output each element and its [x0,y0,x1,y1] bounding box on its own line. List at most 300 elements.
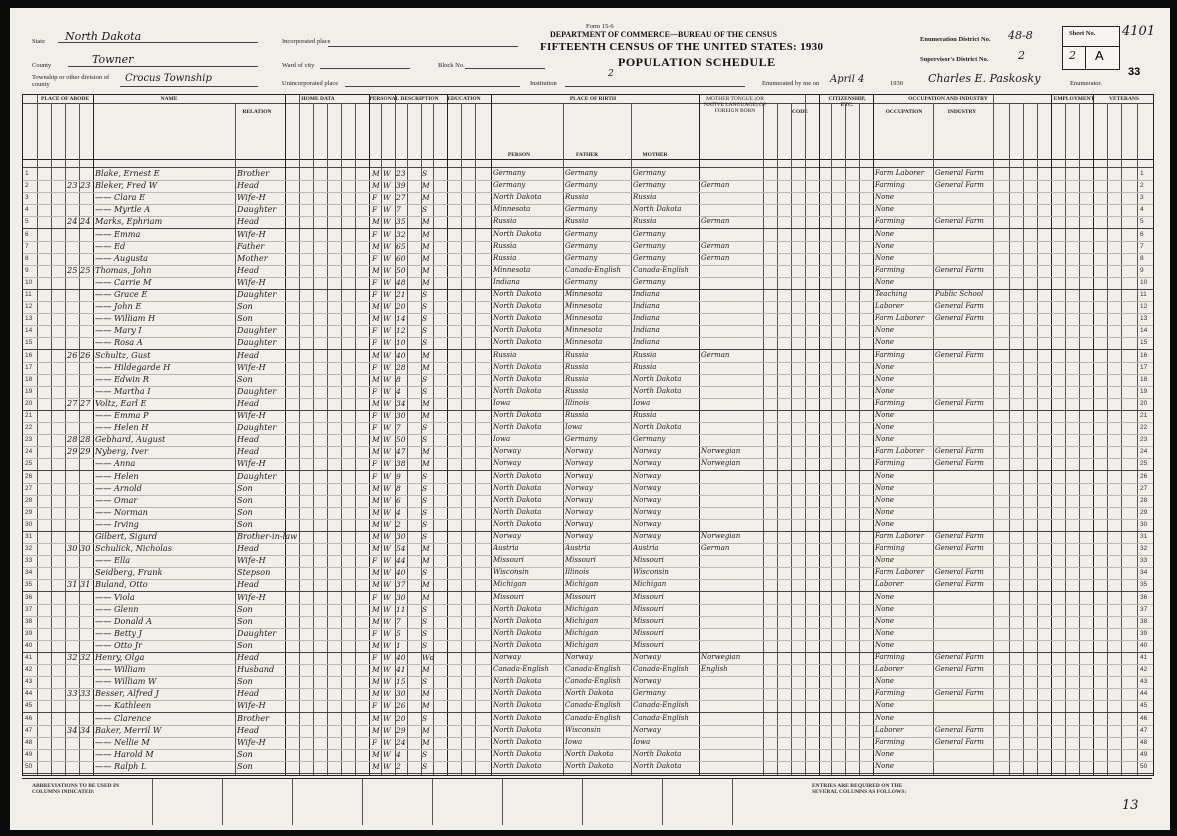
line-number: 24 [25,448,33,456]
cell-race: W [383,737,391,747]
cell-race: W [383,483,391,493]
cell-name: —— Norman [95,506,148,517]
cell-age: 5 [396,628,401,638]
cell-dw [67,483,79,494]
line-number: 36 [25,593,33,601]
table-row [23,337,1153,348]
cell-occ: None [875,471,894,480]
line-number-right: 40 [1140,641,1148,649]
cell-name: —— Helen H [95,422,149,433]
cell-rel: Daughter [237,422,277,433]
line-number-right: 36 [1140,593,1148,601]
county-value: Towner [92,53,134,66]
cell-tongue [701,410,763,421]
cell-father: Norway [565,532,593,540]
cell-age: 35 [396,217,406,227]
line-number: 32 [25,545,33,553]
township-value: Crocus Township [125,73,212,84]
table-row [23,265,1153,276]
cell-ind [935,374,993,385]
line-number: 38 [25,617,33,625]
cell-mother: Russia [633,217,657,226]
cell-sex: M [372,604,380,614]
line-number: 45 [25,702,33,710]
cell-birth: Russia [493,350,517,359]
cell-age: 41 [396,665,406,675]
cell-ind [935,700,993,711]
cell-fam: 28 [80,434,91,445]
cell-ind: General Farm [935,447,984,456]
line-number: 34 [25,569,33,577]
cell-mar: M [422,592,430,602]
cell-mother: North Dakota [633,761,682,770]
cell-father: Norway [565,495,593,504]
cell-fam [80,301,92,312]
cell-name: Thomas, John [95,264,152,275]
father-head: FATHER [575,152,599,158]
cell-fam [80,664,92,675]
cell-birth: North Dakota [493,519,542,528]
line-number: 22 [25,424,33,432]
cell-birth: Minnesota [493,205,531,214]
census-title: FIFTEENTH CENSUS OF THE UNITED STATES: 1930 [540,41,824,53]
cell-fam [80,713,92,724]
cell-mother: Norway [633,483,661,492]
cell-occ: Farm Laborer [875,169,925,177]
cell-mother: North Dakota [633,374,682,383]
cell-age: 44 [396,556,406,566]
cell-birth: North Dakota [493,193,542,202]
line-number: 33 [25,557,33,565]
cell-occ: None [875,677,894,686]
cell-mar: M [422,737,430,747]
cell-name: —— Ed [95,240,126,251]
cell-tongue [701,725,763,736]
cell-rel: Head [237,446,260,457]
line-number: 31 [25,533,33,540]
cell-name: Marks, Ephriam [95,216,163,227]
cell-name: Besser, Alfred J [95,688,159,699]
cell-ind [935,495,993,506]
cell-birth: North Dakota [493,362,542,371]
cell-sex: M [372,544,380,554]
cell-tongue [701,713,763,724]
cell-ind [935,628,993,639]
cell-race: W [383,507,391,517]
line-number: 28 [25,496,33,504]
cell-ind [935,410,993,421]
cell-age: 10 [396,338,406,348]
cell-race: W [383,386,391,396]
cell-race: W [383,640,391,650]
line-number-right: 15 [1140,339,1148,347]
census-sheet: State North Dakota County Towner Township or other division of county Crocus Township Incorporated place Ward of city Block No. Unincorporated place Institution Form 15-6 DEPARTMENT OF COMMERCE—BUREAU OF THE CENSUS FIFTEENTH CENSUS OF THE UNITED STATES: 1930 POPULATION SCHEDULE 2 Enumeration District No. 48-8 Supervisor's District No. 2 Sheet No. 2 A 4101 33 Enumerated by me on April 4 1930 Charles E. Paskosky Enumerator. PLACE OF ABODE NAME RELATION HOME DATA PERSONAL DESCRIPTION EDUCATION PLACE OF BIRTH PERSON FATHER MOTHER MOTHER TONGUE (OR NATIVE LANGUAGE) OF FOREIGN BORN CODE CITIZENSHIP, ETC. OCCUPATION AND INDUSTRY OCCUPATION INDUSTRY EMPLOYMENT VETERANS 1 1 Blake, Ernest E Brother M W 23 S Germany Germany Germany Farm Laborer General Farm 2 2 23 23 Bleker, Fred W Head M W 39 M Germany Germany Germany German Farming General Farm 3 3 —— Clara E Wife-H F W 27 M North Dakota Russia Russia None 4 4 —— Myrtle A Daughter F W 7 S Minnesota Germany North Dakota None 5 5 24 24 Marks, Ephriam Head M W 35 M Russia Russia Russia German Farming General Farm 6 6 —— Emma Wife-H F W 32 M North Dakota Germany Germany None 7 7 —— Ed Father M W 65 M Russia Germany Germany German None 8 8 —— Augusta Mother F W 60 M Russia Germany Germany German None 9 9 25 25 Thomas, John Head M W 50 M Minnesota Canada-English Canada-English Farming General Farm 10 10 —— Carrie M Wife-H F W 48 M Indiana Germany Germany None 11 11 —— Grace E Daughter F W 21 S North Dakota Minnesota Indiana Teaching Public School 12 12 —— John E Son M W 20 S North Dakota Minnesota Indiana Laborer General Farm 13 13 —— William H Son M W 14 S North Dakota Minnesota Indiana Farm Laborer General Farm 14 14 —— Mary I Daughter F W 12 S North Dakota Minnesota Indiana None 15 15 —— Rosa A Daughter F W 10 S North Dakota Minnesota Indiana None 16 16 26 26 Schultz, Gust Head M W 40 M Russia Russia Russia German Farming General Farm 17 17 —— Hildegarde H Wife-H F W 28 M North Dakota Russia Russia None 18 18 —— Edwin R Son M W 8 S North Dakota Russia North Dakota None 19 19 —— Martha I Daughter F W 4 S North Dakota Russia North Dakota None 20 20 27 27 Voltz, Earl E Head M W 34 M Iowa Illinois Iowa Farming General Farm 21 21 —— Emma P Wife-H F W 30 M North Dakota Russia Russia None 22 22 —— Helen H Daughter F W 7 S North Dakota Iowa North Dakota None 23 23 28 28 Gebhard, August Head M W 50 S Iowa Germany Germany None 24 24 29 29 Nyberg, Iver Head M W 47 M Norway Norway Norway Norwegian Farm Laborer General Farm 25 25 —— Anna Wife-H F W 38 M Norway Norway Norway Norwegian Farming General Farm 26 26 —— Helen Daughter F W 9 S North Dakota Norway Norway None 27 27 —— Arnold Son M W 8 S North Dakota Norway Norway None 28 28 —— Omar Son M W 6 S North Dakota Norway Norway None 29 29 —— Norman Son M W 4 S North Dakota Norway Norway None 30 30 —— Irving Son M W 2 S North Dakota Norway Norway None 31 31 Gilbert, Sigurd Brother-in-law M W 30 S Norway Norway Norway Norwegian Farm Laborer General Farm 32 32 30 30 Schulick, Nicholas Head M W 54 M Austria Austria Austria German Farming General Farm 33 33 —— Ella Wife-H F W 44 M Missouri Missouri Missouri None 34 34 Seidberg, Frank Stepson M W 40 S Wisconsin Illinois Wisconsin Farm Laborer General Farm 35 35 31 31 Buland, Otto Head M W 37 M Michigan Michigan Michigan Laborer General Farm 36 36 —— Viola Wife-H F W 30 M Missouri Missouri Missouri None 37 37 —— Glenn Son M W 11 S North Dakota Michigan Missouri None 38 38 —— Donald A Son M W 7 S North Dakota Michigan Missouri None 39 39 —— Betty J Daughter F W 5 S North Dakota Michigan Missouri None 40 40 —— Otto Jr Son M W 1 S North Dakota Michigan Missouri None 41 41 32 32 Henry, Olga Head F W 40 Wd Norway Norway Norway Norwegian Farming General Farm 42 42 —— William Husband M W 41 M Canada-English Canada-English Canada-English English Laborer General Farm 43 43 —— William W Son M W 15 S North Dakota Canada-English Norway None 44 44 33 33 Besser, Alfred J Head M W 30 M North Dakota North Dakota Germany Farming General Farm 45 45 —— Kathleen Wife-H F W 26 M North Dakota Canada-English Canada-English None 46 46 —— Clarence Brother M W 20 S North Dakota Canada-English Canada-English None 47 47 34 34 Baker, Merril W Head M W 29 M North Dakota Wisconsin Norway Laborer General Farm 48 48 —— Nellie M Wife-H F W 24 M North Dakota Iowa Iowa Farming General Farm 49 49 —— Harold M Son M W 4 S North Dakota North Dakota North Dakota None 50 50 —— Ralph L Son M W 2 S North Dakota North Dakota North Dakota None ABBREVIATIONS TO BE USED IN COLUMNS INDICATED: ENTRIES ARE REQUIRED ON THE SEVERAL COLUMNS AS FOLLOWS: 13 [10,8,1170,830]
cell-age: 30 [396,592,406,602]
cell-name: Nyberg, Iver [95,446,148,457]
cell-sex: F [372,737,378,747]
line-number-right: 7 [1140,242,1144,250]
cell-tongue [701,761,763,772]
cell-birth: Canada-English [493,665,549,674]
cell-mother: Norway [633,519,661,528]
line-number: 27 [25,484,33,492]
cell-sex: M [372,483,380,493]
cell-rel: Brother [237,712,270,723]
cell-occ: None [875,628,894,637]
cell-age: 4 [396,749,401,759]
cell-name: —— Anna [95,458,136,469]
table-row [23,277,1153,288]
state-label: State [32,38,45,45]
cell-rel: Son [237,615,253,626]
cell-age: 28 [396,362,406,372]
cell-father: Norway [565,519,593,528]
cell-father: Iowa [565,737,583,746]
cell-age: 11 [396,604,406,614]
cell-dw [67,313,79,324]
cell-name: —— Augusta [95,252,149,263]
cell-age: 7 [396,423,401,433]
cell-ind [935,592,993,603]
cell-birth: North Dakota [493,326,542,335]
cell-birth: North Dakota [493,338,542,347]
cell-occ: None [875,556,894,565]
cell-age: 23 [396,169,406,178]
cell-fam [80,277,92,288]
cell-dw: 29 [67,446,78,457]
personal-head: PERSONAL DESCRIPTION [369,96,439,102]
cell-fam [80,483,92,494]
cell-rel: Son [237,313,253,324]
cell-name: —— Arnold [95,482,142,493]
cell-mar: S [422,423,428,433]
cell-dw [67,458,79,469]
cell-father: Germany [565,205,598,214]
cell-mother: Norway [633,653,661,661]
cell-dw: 33 [67,688,78,699]
cell-dw [67,301,79,312]
table-row [23,362,1153,373]
cell-race: W [383,713,391,723]
cell-tongue [701,277,763,288]
cell-rel: Head [237,264,260,275]
cell-rel: Wife-H [237,555,266,566]
cell-tongue: Norwegian [701,447,741,456]
cell-fam [80,204,92,215]
line-number-right: 42 [1140,666,1148,674]
cell-mother: Canada-English [633,265,689,274]
cell-name: —— Kathleen [95,700,152,711]
cell-mother: Germany [633,169,666,177]
cell-dw [67,761,79,772]
cell-sex: M [372,580,380,590]
cell-mother: Michigan [633,580,667,589]
cell-mar: S [422,532,428,541]
cell-name: —— Emma [95,228,141,239]
cell-age: 2 [396,519,401,529]
cell-ind [935,386,993,397]
cell-age: 47 [396,447,406,457]
cell-race: W [383,556,391,566]
cell-mother: Russia [633,362,657,371]
cell-occ: None [875,507,894,516]
line-number-right: 37 [1140,605,1148,613]
cell-father: Missouri [565,556,596,565]
cell-race: W [383,169,391,178]
cell-birth: North Dakota [493,386,542,395]
cell-sex: M [372,241,380,251]
cell-sex: M [372,374,380,384]
cell-mother: Russia [633,411,657,419]
cell-mar: S [422,169,428,178]
cell-sex: F [372,411,378,420]
cell-sex: M [372,181,380,191]
cell-birth: Norway [493,447,521,456]
cell-mar: M [422,556,430,566]
cell-mother: Canada-English [633,713,689,722]
cell-age: 29 [396,725,406,735]
employment-head: EMPLOYMENT [1053,96,1095,102]
cell-fam: 31 [80,579,91,590]
cell-birth: North Dakota [493,290,542,298]
cell-mother: Canada-English [633,665,689,674]
cell-fam [80,313,92,324]
cell-tongue: German [701,544,730,553]
sheet-number-box [1062,26,1120,70]
cell-name: —— Mary I [95,325,142,336]
cell-dw [67,616,79,627]
cell-occ: Farming [875,653,905,661]
cell-race: W [383,350,391,360]
cell-sex: M [372,532,380,541]
cell-sex: F [372,592,378,602]
cell-name: —— Rosa A [95,337,143,348]
cell-sex: M [372,398,380,408]
cell-ind [935,604,993,615]
cell-occ: Farm Laborer [875,568,925,577]
cell-ind [935,229,993,240]
cell-mar: S [422,435,428,445]
cell-rel: Son [237,506,253,517]
cell-race: W [383,435,391,445]
cell-mar: S [422,677,428,687]
census-grid [22,94,1154,776]
cell-sex: M [372,169,380,178]
cell-sex: F [372,253,378,263]
line-number: 37 [25,605,33,613]
cell-mar: S [422,713,428,723]
cell-dw [67,737,79,748]
cell-tongue [701,362,763,373]
cell-dw [67,289,79,300]
cell-fam [80,386,92,397]
cell-father: Germany [565,277,598,286]
person-head: PERSON [507,152,531,158]
cell-sex: M [372,749,380,759]
line-number: 29 [25,508,33,516]
cell-name: Voltz, Earl E [95,397,147,408]
cell-birth: Wisconsin [493,568,529,577]
cell-birth: Germany [493,169,526,177]
cell-fam [80,325,92,336]
cell-mar: S [422,507,428,517]
cell-race: W [383,241,391,251]
cell-mar: S [422,519,428,529]
cell-sex: M [372,302,380,312]
cell-fam [80,241,92,252]
cell-name: —— Helen [95,470,139,481]
table-row [23,325,1153,336]
institution-label: Institution [530,80,557,87]
cell-name: Schulick, Nicholas [95,543,173,554]
cell-dw [67,531,79,542]
table-row [23,555,1153,566]
line-number: 6 [25,230,29,238]
line-number-right: 28 [1140,496,1148,504]
cell-birth: North Dakota [493,640,542,649]
cell-mar: M [422,665,430,675]
cell-age: 39 [396,181,406,191]
cell-tongue [701,204,763,215]
cell-fam [80,604,92,615]
cell-name: —— John E [95,301,142,312]
line-number-right: 31 [1140,533,1148,540]
cell-mar: M [422,217,430,227]
cell-dw: 26 [67,349,78,360]
cell-occ: Farming [875,459,905,468]
line-number: 12 [25,303,33,311]
cell-birth: North Dakota [493,229,542,238]
cell-tongue [701,616,763,627]
page-stamp: 4101 [1122,24,1156,39]
cell-mother: Canada-English [633,701,689,710]
cell-name: —— William W [95,676,157,687]
cell-father: Russia [565,217,589,226]
cell-father: Germany [565,435,598,444]
cell-fam: 29 [80,446,91,457]
code-head: CODE [792,109,808,115]
cell-ind [935,555,993,566]
cell-rel: Son [237,760,253,771]
cell-occ: None [875,519,894,528]
cell-birth: North Dakota [493,677,542,686]
cell-race: W [383,290,391,299]
cell-tongue [701,386,763,397]
block-label: Block No. [438,62,465,69]
cell-birth: Norway [493,459,521,468]
cell-tongue [701,519,763,530]
cell-birth: Germany [493,181,526,190]
cell-name: —— William H [95,313,156,324]
cell-mother: Iowa [633,398,651,407]
cell-birth: North Dakota [493,701,542,710]
cell-mar: S [422,374,428,384]
cell-sex: M [372,265,380,275]
cell-tongue [701,688,763,699]
cell-fam [80,616,92,627]
cell-age: 8 [396,483,401,493]
cell-dw [67,604,79,615]
cell-rel: Son [237,301,253,312]
cell-race: W [383,532,391,541]
relation-head: RELATION [242,109,272,115]
line-number: 9 [25,266,29,274]
line-number: 17 [25,363,33,371]
cell-father: Illinois [565,398,590,407]
line-number-right: 11 [1140,291,1147,298]
cell-ind: Public School [935,290,984,298]
cell-ind: General Farm [935,725,984,734]
cell-age: 54 [396,544,406,554]
cell-name: Henry, Olga [95,652,145,662]
table-row [23,458,1153,469]
cell-name: Gilbert, Sigurd [95,531,158,541]
cell-mother: Norway [633,495,661,504]
cell-fam: 27 [80,397,91,408]
cell-sex: M [372,435,380,445]
cell-age: 14 [396,314,406,324]
cell-occ: None [875,338,894,347]
table-row [23,700,1153,711]
cell-rel: Head [237,434,260,445]
footer [22,778,1152,825]
cell-mar: M [422,398,430,408]
cell-race: W [383,205,391,215]
cell-age: 30 [396,532,406,541]
cell-occ: Laborer [875,725,904,734]
cell-race: W [383,362,391,372]
cell-occ: Farming [875,544,905,553]
cell-ind [935,277,993,288]
cell-birth: Iowa [493,398,511,407]
cell-ind: General Farm [935,580,984,589]
cell-occ: Laborer [875,302,904,311]
cell-dw: 25 [67,264,78,275]
cell-birth: North Dakota [493,483,542,492]
enumerated-date: April 4 [830,74,865,85]
cell-dw [67,422,79,433]
cell-fam [80,519,92,530]
cell-name: Schultz, Gust [95,349,151,360]
table-row [23,422,1153,433]
cell-fam [80,531,92,542]
cell-tongue [701,676,763,687]
cell-father: Canada-English [565,677,621,686]
cell-father: North Dakota [565,749,614,758]
enumerator-name: Charles E. Paskosky [928,72,1041,85]
cell-rel: Head [237,216,260,227]
cell-occ: None [875,193,894,202]
cell-mother: Germany [633,229,666,238]
cell-mar: M [422,701,430,711]
table-row [23,761,1153,772]
incorporated-label: Incorporated place [282,38,331,45]
cell-mother: Indiana [633,290,660,298]
table-row [23,216,1153,227]
cell-sex: M [372,677,380,687]
abode-head: PLACE OF ABODE [40,96,90,102]
cell-race: W [383,568,391,578]
cell-mar: M [422,411,430,420]
cell-mar: S [422,302,428,312]
cell-fam: 25 [80,264,91,275]
line-number: 44 [25,690,33,698]
cell-mar: M [422,350,430,360]
cell-ind: General Farm [935,532,984,540]
line-number-right: 26 [1140,472,1148,480]
cell-age: 12 [396,326,406,336]
cell-tongue [701,749,763,760]
